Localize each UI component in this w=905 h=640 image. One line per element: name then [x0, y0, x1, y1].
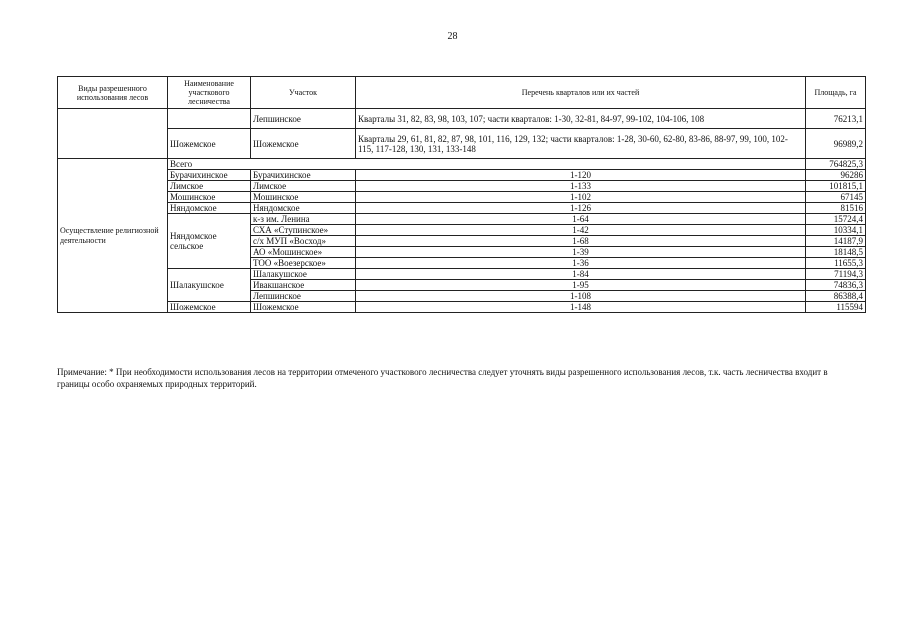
quarters-cell: 1-95 [356, 280, 806, 291]
header-activity: Виды разрешенного использования лесов [58, 77, 168, 109]
area-cell: 101815,1 [806, 181, 866, 192]
quarters-cell: 1-42 [356, 225, 806, 236]
quarters-cell: 1-102 [356, 192, 806, 203]
quarters-cell: 1-120 [356, 170, 806, 181]
table-row [58, 302, 866, 313]
section-cell: Шалакушское [251, 269, 356, 280]
quarters-cell: Кварталы 29, 61, 81, 82, 87, 98, 101, 116, 129, 132; части кварталов: 1-28, 30-60, 62-80, 83-86, 88-97, 99, 100, 102-115, 117-128, 130, 131, 133-148 [356, 129, 806, 159]
table-row [58, 109, 866, 129]
area-cell: 15724,4 [806, 214, 866, 225]
section-cell: Мошинское [251, 192, 356, 203]
footnote: Примечание: * При необходимости использования лесов на территории отмеченого участкового лесничества следует уточнять виды разрешенного использования лесов, т.к. часть лесничества входит в границы особо охраняемых природных территорий. [57, 367, 828, 389]
quarters-cell: 1-148 [356, 302, 806, 313]
forestry-cell: Бурачихинское [168, 170, 251, 181]
table-row [58, 269, 866, 280]
header-area: Площадь, га [806, 77, 866, 109]
area-cell: 86388,4 [806, 291, 866, 302]
quarters-cell: 1-133 [356, 181, 806, 192]
forestry-cell-nyandoma-rural: Няндомское сельское [168, 214, 251, 269]
section-cell: Ивакшанское [251, 280, 356, 291]
activity-religious-cell: Осуществление религиозной деятельности [58, 159, 168, 313]
section-cell: Лепшинское [251, 109, 356, 129]
area-cell: 14187,9 [806, 236, 866, 247]
section-cell: СХА «Ступинское» [251, 225, 356, 236]
section-cell: Няндомское [251, 203, 356, 214]
total-area: 764825,3 [806, 159, 866, 170]
area-cell: 96989,2 [806, 129, 866, 159]
area-cell: 81516 [806, 203, 866, 214]
area-cell: 10334,1 [806, 225, 866, 236]
quarters-cell: 1-36 [356, 258, 806, 269]
header-quarters: Перечень кварталов или их частей [356, 77, 806, 109]
header-forestry: Наименование участкового лесничества [168, 77, 251, 109]
forestry-cell: Няндомское [168, 203, 251, 214]
area-cell: 76213,1 [806, 109, 866, 129]
forestry-cell: Лимское [168, 181, 251, 192]
table-row [58, 170, 866, 181]
forestry-cell: Шожемское [168, 302, 251, 313]
area-cell: 96286 [806, 170, 866, 181]
quarters-cell: 1-108 [356, 291, 806, 302]
quarters-cell: 1-84 [356, 269, 806, 280]
section-cell: Шожемское [251, 129, 356, 159]
forestry-cell: Шожемское [168, 129, 251, 159]
quarters-cell: Кварталы 31, 82, 83, 98, 103, 107; части кварталов: 1-30, 32-81, 84-97, 99-102, 104-106, 108 [356, 109, 806, 129]
section-cell: Бурачихинское [251, 170, 356, 181]
section-cell: с/х МУП «Восход» [251, 236, 356, 247]
area-cell: 67145 [806, 192, 866, 203]
table-row [58, 214, 866, 225]
forest-use-table [57, 76, 866, 313]
total-row [58, 159, 866, 170]
activity-cell-empty [58, 109, 168, 159]
area-cell: 74836,3 [806, 280, 866, 291]
total-label: Всего [168, 159, 806, 170]
forestry-cell-shalakusha: Шалакушское [168, 269, 251, 302]
table-row [58, 203, 866, 214]
quarters-cell: 1-39 [356, 247, 806, 258]
table-row [58, 181, 866, 192]
table-row [58, 192, 866, 203]
area-cell: 11655,3 [806, 258, 866, 269]
quarters-cell: 1-64 [356, 214, 806, 225]
section-cell: ТОО «Воезерское» [251, 258, 356, 269]
section-cell: АО «Мошинское» [251, 247, 356, 258]
forestry-cell: Мошинское [168, 192, 251, 203]
area-cell: 71194,3 [806, 269, 866, 280]
section-cell: к-з им. Ленина [251, 214, 356, 225]
section-cell: Лепшинское [251, 291, 356, 302]
table-row [58, 129, 866, 159]
section-cell: Шожемское [251, 302, 356, 313]
quarters-cell: 1-126 [356, 203, 806, 214]
table-header-row [58, 77, 866, 109]
area-cell: 18148,5 [806, 247, 866, 258]
area-cell: 115594 [806, 302, 866, 313]
section-cell: Лимское [251, 181, 356, 192]
forestry-cell [168, 109, 251, 129]
header-section: Участок [251, 77, 356, 109]
page-number: 28 [447, 31, 458, 42]
quarters-cell: 1-68 [356, 236, 806, 247]
